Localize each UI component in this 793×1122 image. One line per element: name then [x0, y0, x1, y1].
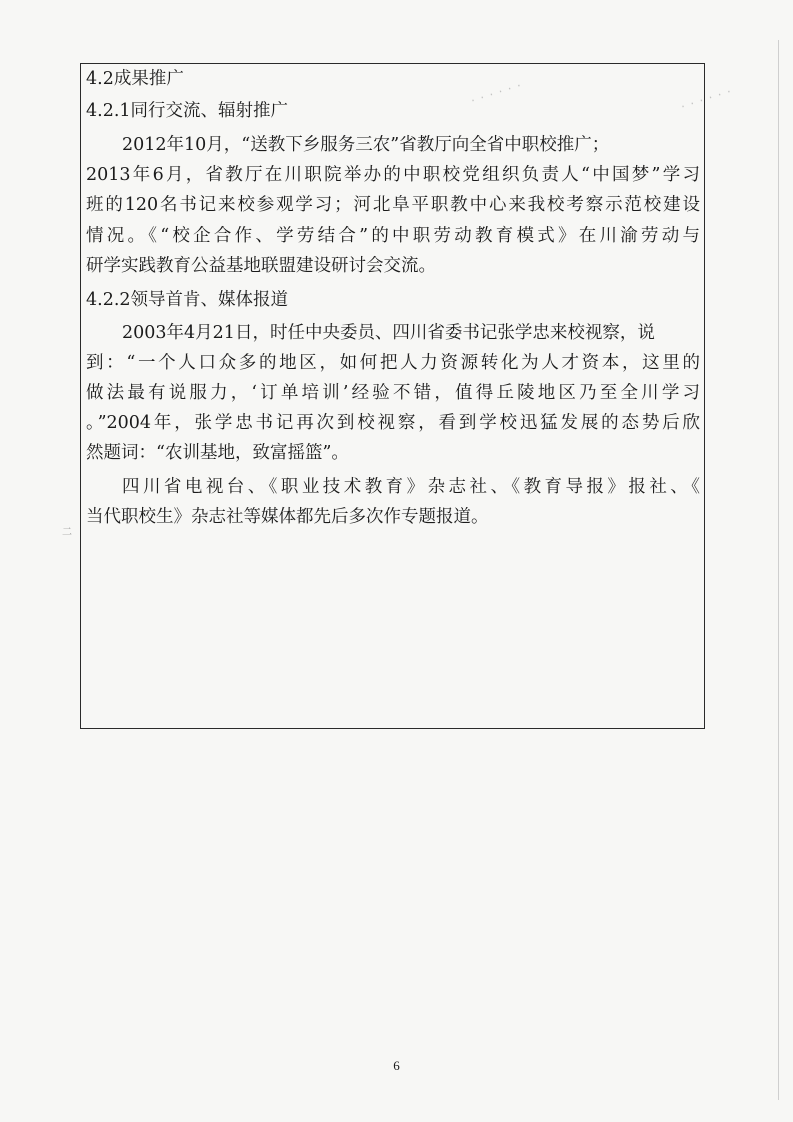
paragraph-line: 四川省电视台、《职业技术教育》杂志社、《教育导报》报社、《	[122, 477, 700, 497]
page-number: 6	[393, 1058, 400, 1073]
paragraph-line: 研学实践教育公益基地联盟建设研讨会交流。	[86, 256, 436, 276]
section-heading: 4.2成果推广	[86, 69, 184, 89]
faint-stamp-mark: · · · · · ·	[679, 84, 734, 114]
subsection-heading: 4.2.2领导首肯、媒体报道	[86, 290, 289, 310]
paragraph-line: 2003年4月21日，时任中央委员、四川省委书记张学忠来校视察，说	[122, 323, 655, 343]
scan-edge-line	[778, 40, 779, 1100]
paragraph-line: 。”2004年，张学忠书记再次到校视察，看到学校迅猛发展的态势后欣	[86, 413, 700, 433]
paragraph-line: 当代职校生》杂志社等媒体都先后多次作专题报道。	[86, 507, 489, 527]
paragraph-line: 到：“一个人口众多的地区，如何把人力资源转化为人才资本，这里的	[86, 353, 700, 373]
faint-stamp-mark: · · · · · ·	[469, 78, 524, 108]
paragraph-line: 2013年6月，省教厅在川职院举办的中职校党组织负责人“中国梦”学习	[86, 165, 700, 185]
margin-mark: 二	[62, 527, 72, 538]
paragraph-line: 2012年10月，“送教下乡服务三农”省教厅向全省中职校推广；	[122, 135, 610, 155]
subsection-heading: 4.2.1同行交流、辐射推广	[86, 101, 289, 121]
paragraph-line: 然题词：“农训基地，致富摇篮”。	[86, 443, 349, 463]
paragraph-line: 做法最有说服力，‘订单培训’经验不错，值得丘陵地区乃至全川学习	[86, 383, 700, 403]
paragraph-line: 班的120名书记来校参观学习；河北阜平职教中心来我校考察示范校建设	[86, 195, 700, 215]
paragraph-line: 情况。《“校企合作、学劳结合”的中职劳动教育模式》在川渝劳动与	[86, 226, 700, 246]
